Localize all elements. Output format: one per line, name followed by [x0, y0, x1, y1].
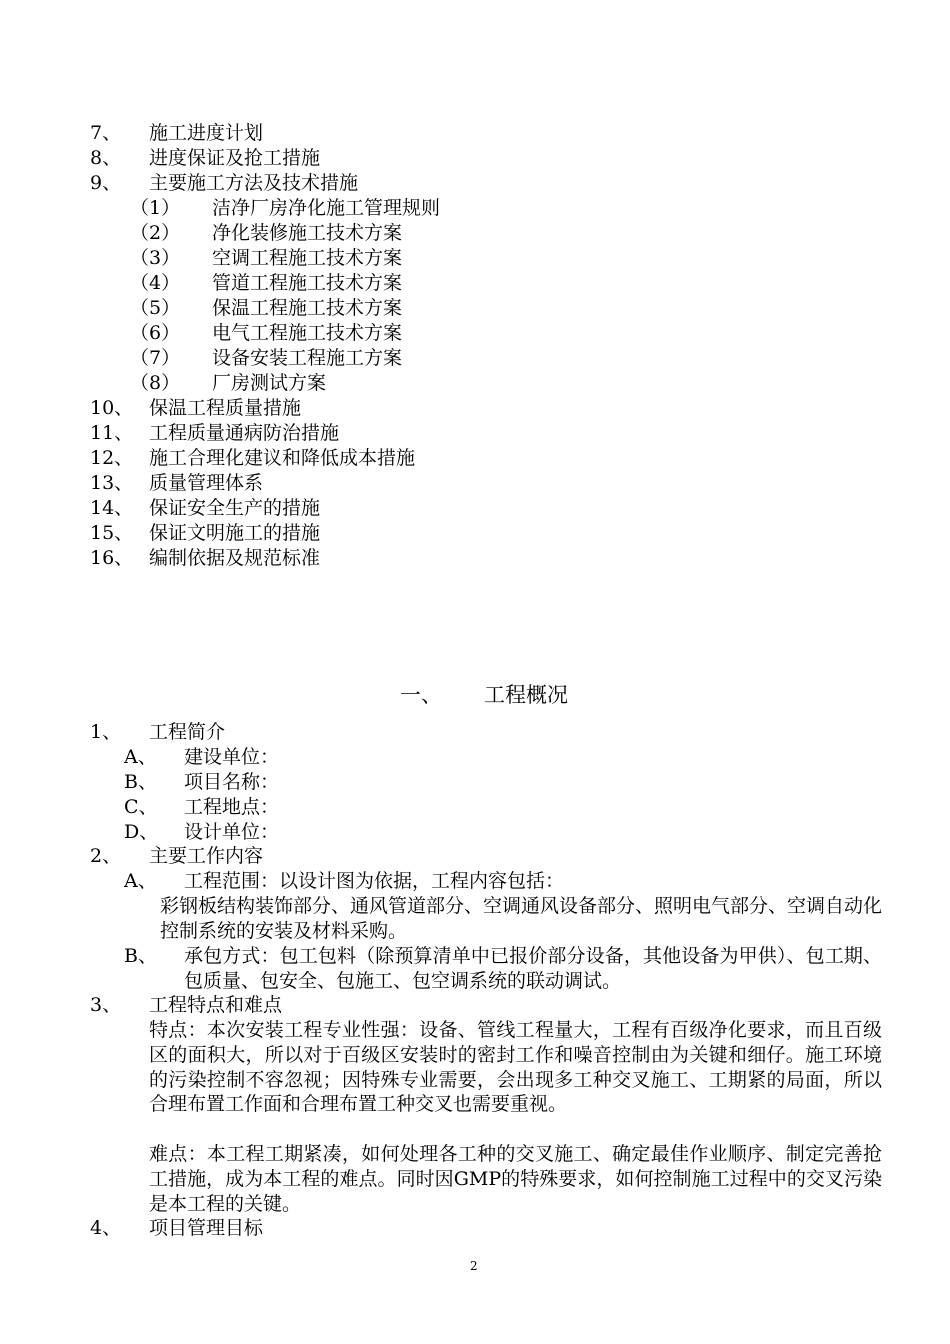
paragraph: 难点：本工程工期紧凑，如何处理各工种的交叉施工、确定最佳作业顺序、制定完善抢工措施，成为本工程的难点。同时因GMP的特殊要求，如何控制施工过程中的交叉污染是本工程的关键。 — [149, 1143, 882, 1215]
page-number: 2 — [470, 1259, 478, 1273]
paragraph: 特点：本次安装工程专业性强：设备、管线工程量大，工程有百级净化要求，而且百级区的面积大，所以对于百级区安装时的密封工作和噪音控制由为关键和细仔。施工环境的污染控制不容忽视；因特殊专业需要，会出现多工种交叉施工、工期紧的局面，所以合理布置工作面和合理布置工种交叉也需要重视。 — [149, 1019, 882, 1116]
section-number: 一、 — [400, 683, 442, 707]
paragraph: 彩钢板结构装饰部分、通风管道部分、空调通风设备部分、照明电气部分、空调自动化控制系统的安装及材料采购。 — [160, 895, 883, 942]
paragraph: 承包方式：包工包料（除预算清单中已报价部分设备，其他设备为甲供）、包工期、包质量、包安全、包施工、包空调系统的联动调试。 — [184, 945, 882, 992]
section-title — [400, 681, 568, 709]
section-heading: 工程概况 — [484, 683, 568, 707]
